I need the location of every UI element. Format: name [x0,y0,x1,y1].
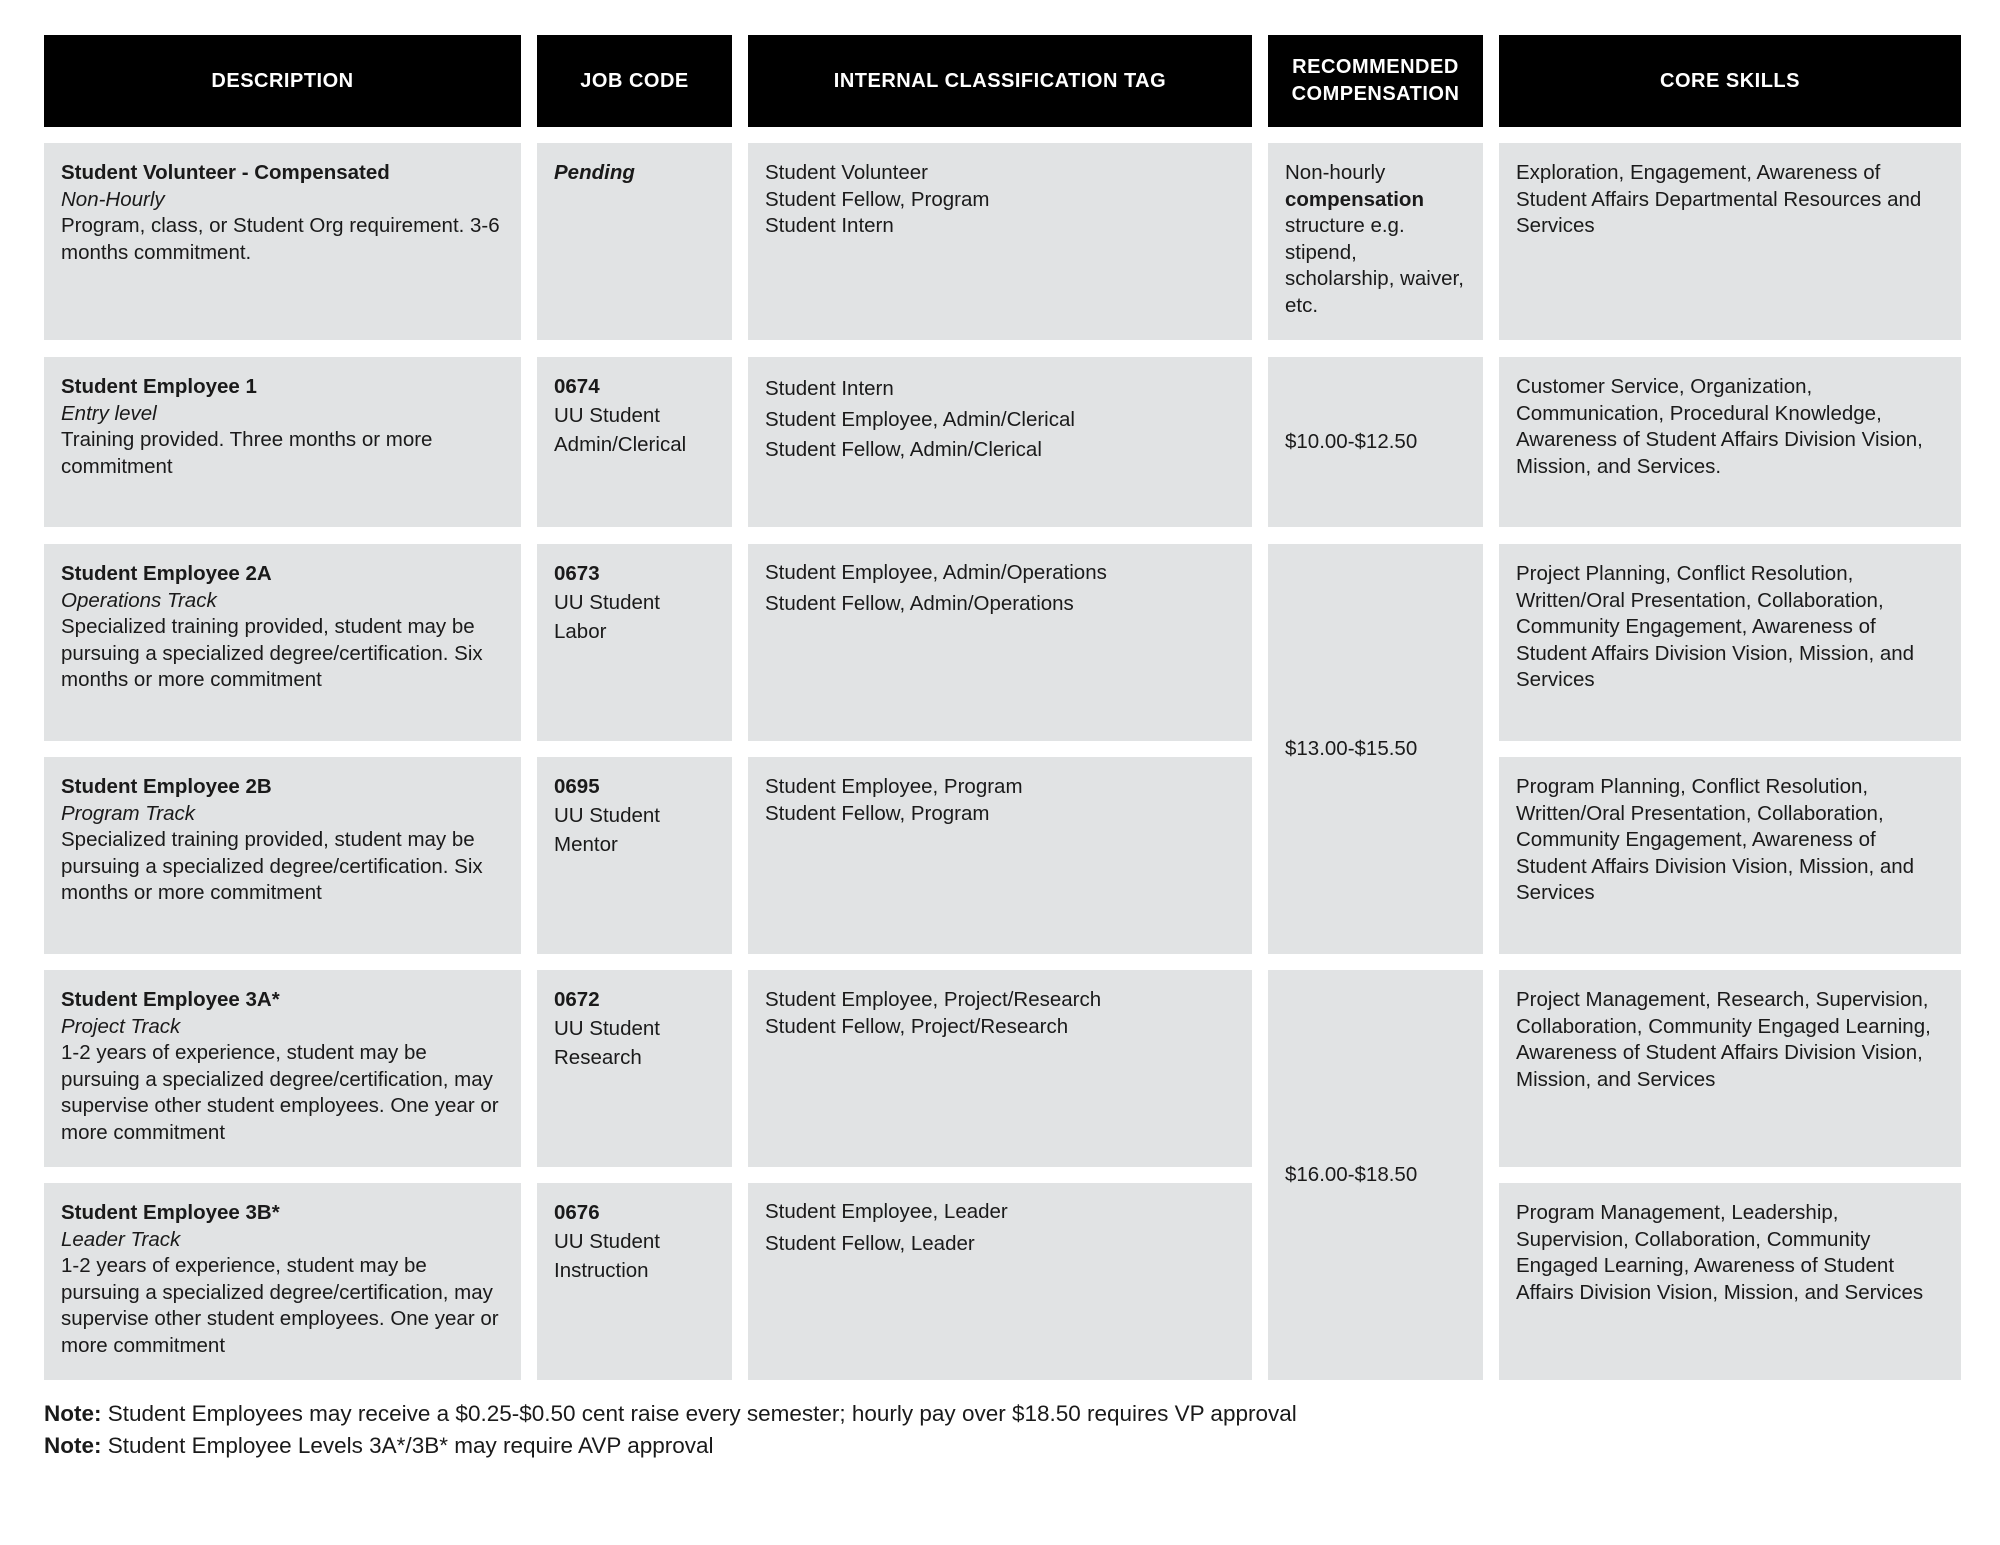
header-core-skills: CORE SKILLS [1499,35,1961,127]
table-row-classification: Student Intern Student Employee, Admin/Clerical Student Fellow, Admin/Clerical [748,357,1252,527]
table-row-job-code: 0672 UU Student Research [537,970,732,1167]
table-row-core-skills: Project Management, Research, Supervision, Collaboration, Community Engaged Learning, Awareness of Student Affairs Division Vision, Mission, and Services [1499,970,1961,1167]
table-row-job-code: Pending [537,143,732,340]
table-row-description: Student Employee 3B* Leader Track 1-2 years of experience, student may be pursuing a specialized degree/certification, may supervise other student employees. One year or more commitment [44,1183,521,1380]
table-row-description: Student Employee 3A* Project Track 1-2 years of experience, student may be pursuing a specialized degree/certification, may supervise other student employees. One year or more commitment [44,970,521,1167]
table-row-job-code: 0674 UU Student Admin/Clerical [537,357,732,527]
table-row-core-skills: Customer Service, Organization, Communication, Procedural Knowledge, Awareness of Student Affairs Division Vision, Mission, and Services. [1499,357,1961,527]
note-raise: Note: Student Employees may receive a $0.25-$0.50 cent raise every semester; hourly pay over $18.50 requires VP approval [44,1401,1297,1426]
table-row-core-skills: Project Planning, Conflict Resolution, Written/Oral Presentation, Collaboration, Community Engagement, Awareness of Student Affairs Division Vision, Mission, and Services [1499,544,1961,741]
table-row-job-code: 0673 UU Student Labor [537,544,732,741]
table-row-description: Student Employee 1 Entry level Training provided. Three months or more commitment [44,357,521,527]
table-row-classification: Student Employee, Leader Student Fellow, Leader [748,1183,1252,1380]
table-row-compensation: $10.00-$12.50 [1268,357,1483,527]
table-row-compensation: $16.00-$18.50 [1268,970,1483,1380]
header-job-code: JOB CODE [537,35,732,127]
note-approval: Note: Student Employee Levels 3A*/3B* may require AVP approval [44,1433,714,1458]
table-row-core-skills: Exploration, Engagement, Awareness of Student Affairs Departmental Resources and Services [1499,143,1961,340]
table-row-core-skills: Program Management, Leadership, Supervision, Collaboration, Community Engaged Learning, Awareness of Student Affairs Division Vision, Mission, and Services [1499,1183,1961,1380]
notes [44,1398,1297,1462]
table-row-description: Student Employee 2B Program Track Specialized training provided, student may be pursuing a specialized degree/certification. Six months or more commitment [44,757,521,954]
header-classification: INTERNAL CLASSIFICATION TAG [748,35,1252,127]
table-row-compensation: Non-hourly compensation structure e.g. stipend, scholarship, waiver, etc. [1268,143,1483,340]
table-row-description: Student Employee 2A Operations Track Specialized training provided, student may be pursuing a specialized degree/certification. Six months or more commitment [44,544,521,741]
table-row-description: Student Volunteer - Compensated Non-Hourly Program, class, or Student Org requirement. 3-6 months commitment. [44,143,521,340]
table-row-job-code: 0695 UU Student Mentor [537,757,732,954]
table-row-core-skills: Program Planning, Conflict Resolution, Written/Oral Presentation, Collaboration, Community Engagement, Awareness of Student Affairs Division Vision, Mission, and Services [1499,757,1961,954]
table-row-classification: Student Employee, Program Student Fellow, Program [748,757,1252,954]
header-description: DESCRIPTION [44,35,521,127]
table-row-job-code: 0676 UU Student Instruction [537,1183,732,1380]
table-row-compensation: $13.00-$15.50 [1268,544,1483,954]
table-row-classification: Student Employee, Admin/Operations Student Fellow, Admin/Operations [748,544,1252,741]
table-row-classification: Student Employee, Project/Research Student Fellow, Project/Research [748,970,1252,1167]
header-compensation: RECOMMENDED COMPENSATION [1268,35,1483,127]
table-row-classification: Student Volunteer Student Fellow, Program Student Intern [748,143,1252,340]
